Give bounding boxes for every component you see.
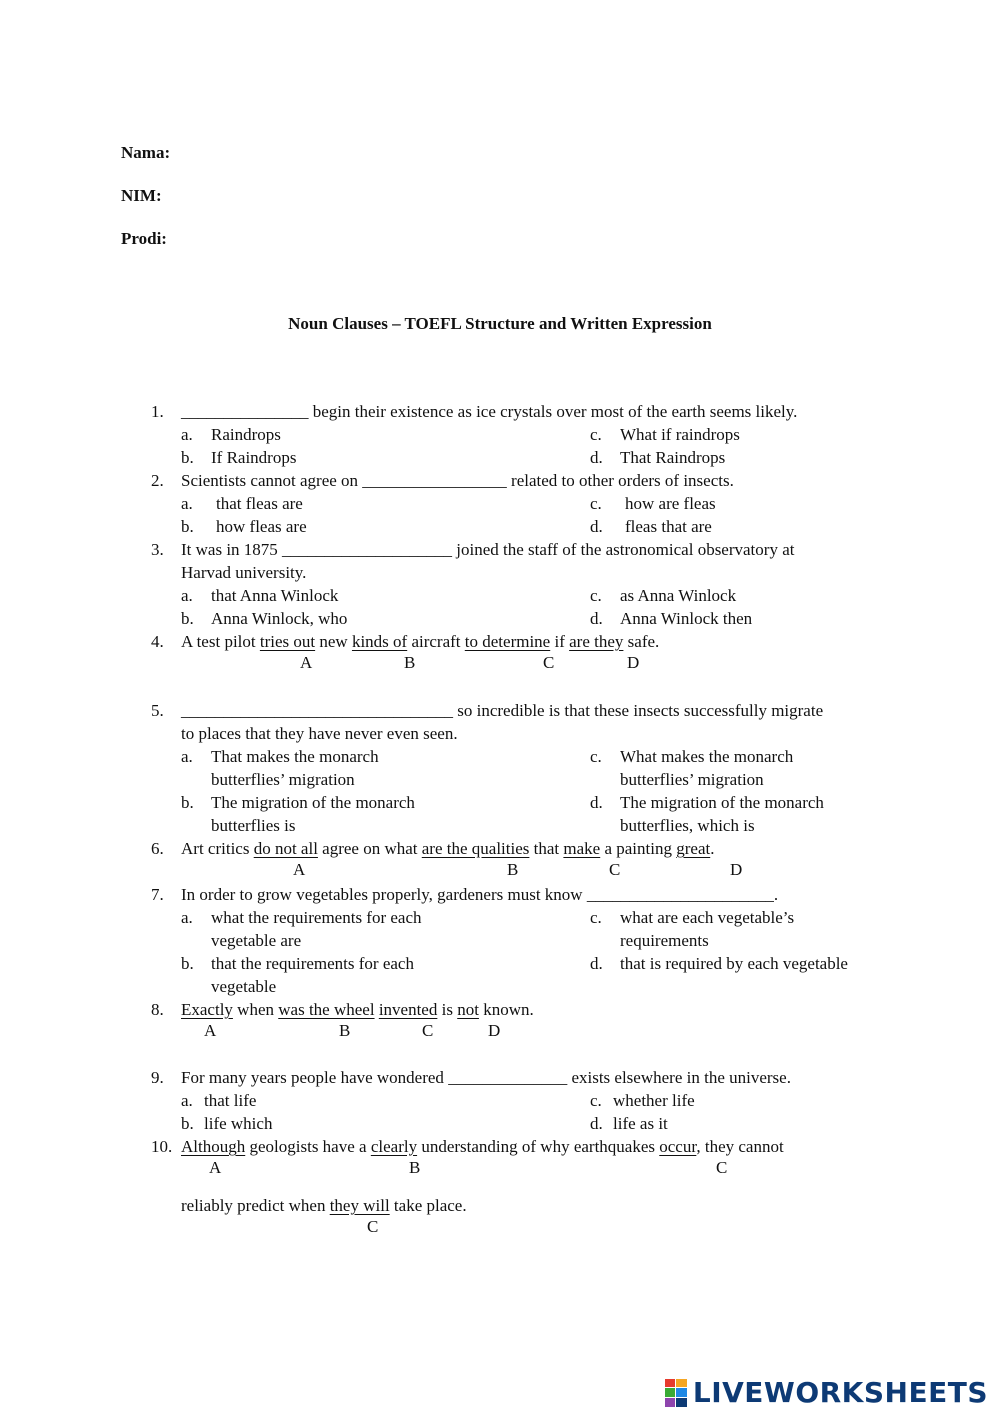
logo-text: LIVEWORKSHEETS <box>692 1376 988 1409</box>
option-b[interactable]: life which <box>204 1114 273 1133</box>
question-number: 2. <box>151 471 164 490</box>
option-a[interactable]: that fleas are <box>216 494 303 513</box>
option-c[interactable]: What makes the monarch <box>620 747 794 766</box>
letter-c: C <box>543 653 555 672</box>
letter-a: A <box>204 1021 217 1040</box>
letter-d: D <box>730 860 743 879</box>
option-d[interactable]: That Raindrops <box>620 448 726 467</box>
option-a[interactable]: Raindrops <box>211 425 281 444</box>
question-number: 8. <box>151 1000 164 1019</box>
underlined-part-c[interactable]: make <box>563 839 601 858</box>
option-d[interactable]: fleas that are <box>625 517 712 536</box>
option-c[interactable]: as Anna Winlock <box>620 586 737 605</box>
underlined-part-a[interactable]: Exactly <box>181 1000 233 1019</box>
letter-c: C <box>422 1021 434 1040</box>
answer-blank[interactable]: ______________ <box>448 1068 568 1087</box>
prodi-label: Prodi: <box>121 229 167 248</box>
underlined-part-d[interactable]: they will <box>329 1196 390 1215</box>
option-b[interactable]: how fleas are <box>216 517 307 536</box>
underlined-part-c[interactable]: occur <box>659 1137 697 1156</box>
letter-b: B <box>507 860 519 879</box>
underlined-part-c[interactable]: to determine <box>464 632 551 651</box>
letter-b: B <box>409 1158 421 1177</box>
option-d[interactable]: Anna Winlock then <box>620 609 753 628</box>
underlined-part-c[interactable]: invented <box>378 1000 438 1019</box>
underlined-part-a[interactable]: do not all <box>253 839 318 858</box>
option-b[interactable]: If Raindrops <box>211 448 297 467</box>
nim-label: NIM: <box>121 186 162 205</box>
letter-c: C <box>609 860 621 879</box>
question-number: 3. <box>151 540 164 559</box>
option-c[interactable]: what are each vegetable’s <box>620 908 795 927</box>
question-number: 1. <box>151 402 164 421</box>
letter-a: A <box>293 860 306 879</box>
underlined-part-d[interactable]: great <box>676 839 711 858</box>
underlined-part-b[interactable]: was the wheel <box>278 1000 375 1019</box>
letter-a: A <box>300 653 313 672</box>
question-number: 6. <box>151 839 164 858</box>
question-number: 5. <box>151 701 164 720</box>
option-d[interactable]: The migration of the monarch <box>620 793 824 812</box>
underlined-part-a[interactable]: tries out <box>259 632 316 651</box>
letter-b: B <box>404 653 416 672</box>
letter-c: C <box>716 1158 728 1177</box>
question-number: 4. <box>151 632 164 651</box>
option-a[interactable]: what the requirements for each <box>211 908 422 927</box>
underlined-part-d[interactable]: not <box>457 1000 479 1019</box>
option-d[interactable]: life as it <box>613 1114 668 1133</box>
answer-blank[interactable]: ____________________ <box>282 540 453 559</box>
option-b[interactable]: Anna Winlock, who <box>211 609 348 628</box>
option-c[interactable]: What if raindrops <box>620 425 740 444</box>
answer-blank[interactable]: ________________________________ <box>181 701 453 720</box>
liveworksheets-logo <box>665 1376 988 1409</box>
underlined-part-b[interactable]: clearly <box>370 1137 418 1156</box>
option-c[interactable]: whether life <box>613 1091 695 1110</box>
option-a[interactable]: that Anna Winlock <box>211 586 339 605</box>
answer-blank[interactable]: _______________ <box>181 402 309 421</box>
question-number: 9. <box>151 1068 164 1087</box>
option-a[interactable]: That makes the monarch <box>211 747 379 766</box>
letter-d: C <box>367 1217 379 1236</box>
option-b[interactable]: The migration of the monarch <box>211 793 415 812</box>
letter-d: D <box>627 653 640 672</box>
page-title: Noun Clauses – TOEFL Structure and Written Expression <box>288 314 712 333</box>
answer-blank[interactable]: ______________________ <box>586 885 774 904</box>
option-a[interactable]: that life <box>204 1091 257 1110</box>
option-d[interactable]: that is required by each vegetable <box>620 954 848 973</box>
option-c[interactable]: how are fleas <box>625 494 716 513</box>
underlined-part-d[interactable]: are they <box>569 632 624 651</box>
letter-a: A <box>209 1158 222 1177</box>
underlined-part-a[interactable]: Although <box>181 1137 246 1156</box>
question-number: 10. <box>151 1137 173 1156</box>
letter-b: B <box>339 1021 351 1040</box>
underlined-part-b[interactable]: kinds of <box>351 632 408 651</box>
question-number: 7. <box>151 885 164 904</box>
letter-d: D <box>488 1021 501 1040</box>
underlined-part-b[interactable]: are the qualities <box>421 839 530 858</box>
answer-blank[interactable]: _________________ <box>362 471 507 490</box>
liveworksheets-logo-icon <box>665 1379 687 1407</box>
name-label: Nama: <box>121 143 171 162</box>
option-b[interactable]: that the requirements for each <box>211 954 414 973</box>
